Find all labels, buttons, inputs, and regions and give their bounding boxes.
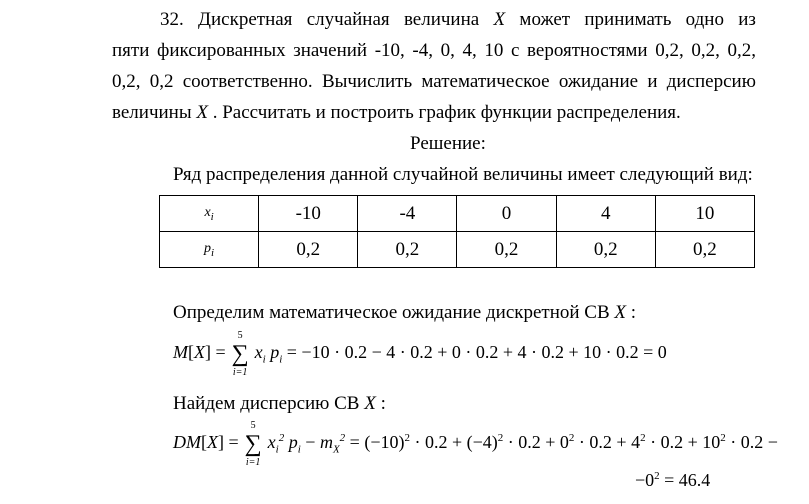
expectation-formula: M[X] = 5 ∑ i=1 $x_i$ $p_i = -10 \cdot 0.2 - 4 \cdot 0.2 + 0 \cdot 0.2 + 4 \cdot 0.2 + 10 \cdot 0.2 = 0$: [173, 330, 667, 378]
variance-intro: Найдем дисперсию СВ X :: [173, 393, 386, 414]
table-cell: 0,2: [259, 232, 358, 268]
distribution-table: [159, 195, 755, 268]
variance-formula-line-1: DM[X] = 5 ∑ i=1 $x_i^2$ $p_i - m_X^2 = (-10)^2 \cdot 0.2 + (-4)^2 \cdot 0.2 + 0^2 \cdot 0.2 + 4^2 \cdot 0.2 + 10^2 \cdot 0.2$ −: [173, 420, 778, 468]
table-row: [160, 196, 755, 232]
table-cell: 0,2: [655, 232, 754, 268]
solution-heading: Решение:: [410, 133, 486, 154]
sum-symbol: 5 ∑ i=1: [231, 330, 249, 378]
table-cell: 0,2: [358, 232, 457, 268]
table-cell: 4: [556, 196, 655, 232]
distribution-intro: Ряд распределения данной случайной величины имеет следующий вид:: [173, 164, 753, 185]
variance-formula-line-2: $-0^2 = 46.4$: [635, 470, 711, 490]
table-cell: -10: [259, 196, 358, 232]
problem-text-line-1: 32. Дискретная случайная величина X может принимать одно из: [160, 9, 756, 30]
problem-number: 32.: [160, 9, 184, 30]
table-cell: 10: [655, 196, 754, 232]
problem-text-line-3: 0,2, 0,2 соответственно. Вычислить математическое ожидание и дисперсию: [112, 71, 756, 92]
table-cell: 0: [457, 196, 556, 232]
problem-text-line-2: пяти фиксированных значений -10, -4, 0, 4, 10 с вероятностями 0,2, 0,2, 0,2,: [112, 40, 756, 61]
expectation-intro: Определим математическое ожидание дискретной СВ X :: [173, 302, 637, 323]
table-cell: 0,2: [457, 232, 556, 268]
p-label-cell: $p_i$: [160, 232, 259, 268]
x-label-cell: $x_i$: [160, 196, 259, 232]
problem-text-line-4: величины X . Рассчитать и построить график функции распределения.: [112, 102, 681, 123]
table-cell: 0,2: [556, 232, 655, 268]
sum-symbol: 5 ∑ i=1: [244, 420, 262, 468]
table-row: [160, 232, 755, 268]
table-cell: -4: [358, 196, 457, 232]
